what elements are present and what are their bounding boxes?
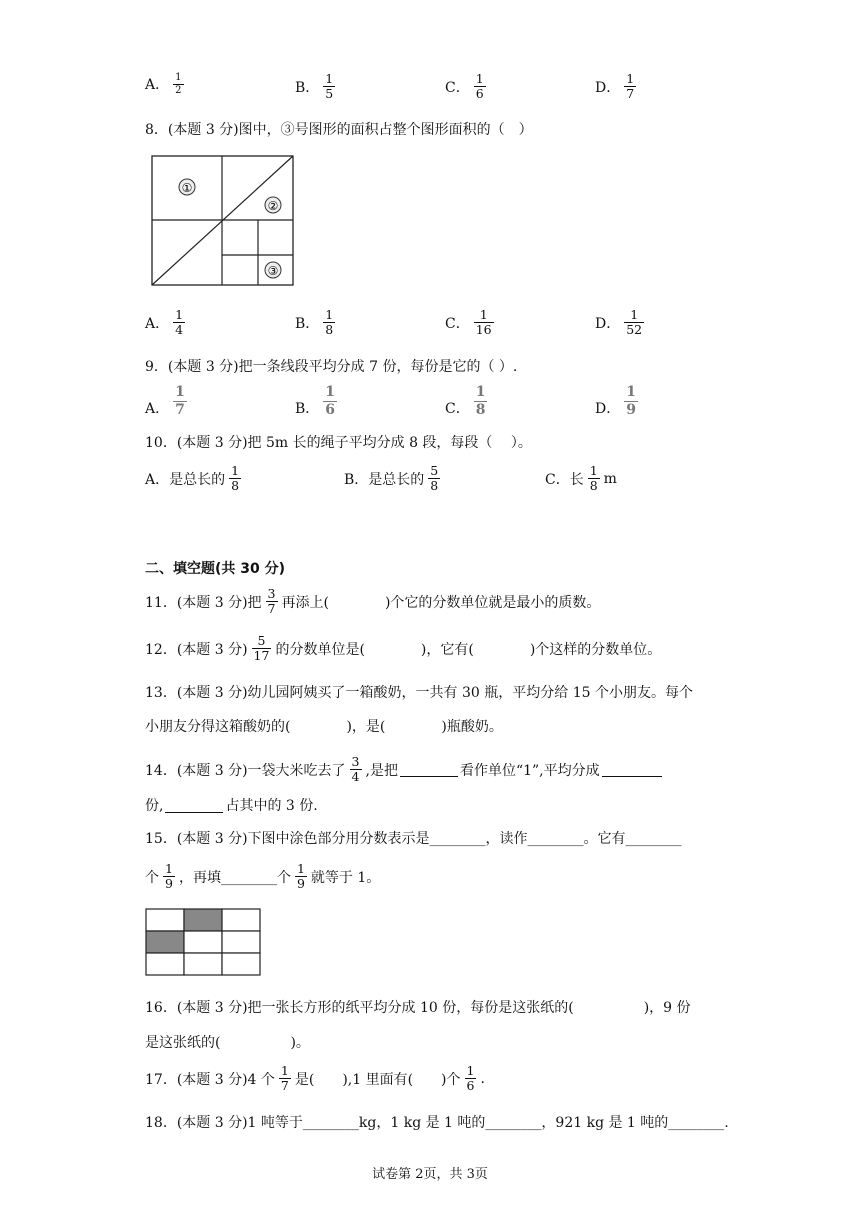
region-label-1: ①	[181, 181, 193, 195]
question-16-line1: 16．(本题 3 分)把一张长方形的纸平均分成 10 份，每份是这张纸的( )，9 份	[145, 1000, 691, 1016]
blank	[400, 762, 458, 777]
fraction: $\frac{1}{4}$	[175, 307, 184, 338]
grid-cell	[184, 931, 222, 953]
fraction: $\frac{1}{7}$	[626, 71, 635, 102]
region-label-2: ②	[267, 199, 279, 213]
question-15-line2: 个 $\frac{1}{9}$ ，再填________个 $\frac{1}{9}$ 就等于 1。	[145, 861, 381, 892]
q9-option-d: D． $\frac{1}{9}$	[595, 384, 636, 418]
grid-cell	[146, 953, 184, 975]
fraction: $\frac{1}{8}$	[475, 384, 486, 418]
grid-cell	[222, 931, 260, 953]
fraction: $\frac{1}{6}$	[475, 71, 484, 102]
shaded-cell	[146, 931, 184, 953]
q7-option-a: A． $\frac{1}{2}$	[145, 72, 182, 96]
fraction: $\frac{1}{7}$	[175, 384, 185, 418]
q10-option-c: C．长 $\frac{1}{8}$ m	[545, 463, 617, 494]
grid-cell	[146, 909, 184, 931]
fraction: $\frac{1}{8}$	[589, 463, 598, 494]
question-14-line2: 份, 占其中的 3 份.	[145, 798, 318, 814]
question-18: 18．(本题 3 分)1 吨等于________kg，1 kg 是 1 吨的________，921 kg 是 1 吨的________.	[145, 1115, 729, 1131]
q8-option-a: A． $\frac{1}{4}$	[145, 307, 184, 338]
fraction: $\frac{1}{9}$	[296, 861, 305, 892]
fraction: $\frac{1}{8}$	[231, 463, 240, 494]
question-15-line1: 15．(本题 3 分)下图中涂色部分用分数表示是________，读作________。它有________	[145, 831, 682, 847]
q8-figure	[150, 154, 296, 288]
grid-cell	[222, 909, 260, 931]
blank	[165, 798, 223, 813]
fraction: $\frac{3}{7}$	[267, 586, 276, 617]
q9-option-b: B． $\frac{1}{6}$	[295, 384, 336, 418]
fraction: $\frac{1}{16}$	[475, 307, 492, 338]
question-14-line1: 14．(本题 3 分)一袋大米吃去了 $\frac{3}{4}$ ,是把 看作单位“1”,平均分成	[145, 755, 662, 785]
question-11: 11．(本题 3 分)把 $\frac{3}{7}$ 再添上( )个它的分数单位就是最小的质数。	[145, 586, 601, 617]
shaded-cell	[184, 909, 222, 931]
q15-shaded-grid	[145, 908, 265, 978]
question-16-line2: 是这张纸的( )。	[145, 1035, 310, 1051]
question-10-text: 10．(本题 3 分)把 5m 长的绳子平均分成 8 段，每段（ ）。	[145, 435, 532, 451]
fraction: $\frac{1}{5}$	[325, 71, 334, 102]
q9-option-c: C． $\frac{1}{8}$	[445, 384, 486, 418]
fraction: $\frac{1}{8}$	[325, 307, 334, 338]
region-label-3: ③	[267, 264, 279, 278]
fraction: $\frac{1}{9}$	[165, 861, 173, 892]
q10-option-b: B．是总长的 $\frac{5}{8}$	[344, 463, 439, 494]
fraction: $\frac{1}{9}$	[626, 384, 636, 418]
fraction: $\frac{3}{4}$	[351, 754, 360, 785]
grid-cell	[184, 953, 222, 975]
fraction: $\frac{1}{6}$	[325, 384, 336, 418]
question-13-line1: 13．(本题 3 分)幼儿园阿姨买了一箱酸奶，一共有 30 瓶，平均分给 15 个小朋友。每个	[145, 685, 693, 701]
blank	[602, 762, 662, 777]
q8-option-c: C． $\frac{1}{16}$	[445, 307, 492, 338]
fraction: $\frac{5}{8}$	[430, 463, 439, 494]
question-12: 12．(本题 3 分) $\frac{5}{17}$ 的分数单位是( )，它有( )个这样的分数单位。	[145, 633, 662, 664]
q7-option-b: B． $\frac{1}{5}$	[295, 71, 334, 102]
q9-option-a: A． $\frac{1}{7}$	[145, 384, 185, 418]
q7-option-d: D． $\frac{1}{7}$	[595, 71, 635, 102]
q7-option-c: C． $\frac{1}{6}$	[445, 71, 484, 102]
question-9-text: 9．(本题 3 分)把一条线段平均分成 7 份，每份是它的（ ）.	[145, 359, 518, 375]
fraction: $\frac{1}{7}$	[280, 1063, 289, 1094]
fraction: $\frac{1}{6}$	[466, 1063, 475, 1094]
question-8-text: 8．(本题 3 分)图中，③号图形的面积占整个图形面积的（ ）	[145, 122, 533, 138]
page-footer: 试卷第 2页，共 3页	[372, 1167, 488, 1182]
grid-cell	[222, 953, 260, 975]
section-heading: 二、填空题(共 30 分)	[145, 561, 286, 577]
fraction: $\frac{5}{17}$	[253, 633, 270, 664]
q10-option-a: A．是总长的 $\frac{1}{8}$	[145, 463, 240, 494]
fraction: $\frac{1}{52}$	[626, 307, 643, 338]
q8-option-d: D． $\frac{1}{52}$	[595, 307, 643, 338]
q8-option-b: B． $\frac{1}{8}$	[295, 307, 334, 338]
question-17: 17．(本题 3 分)4 个 $\frac{1}{7}$ 是( ),1 里面有( )个 $\frac{1}{6}$ .	[145, 1063, 485, 1094]
question-13-line2: 小朋友分得这箱酸奶的( )，是( )瓶酸奶。	[145, 719, 503, 735]
fraction: $\frac{1}{2}$	[175, 72, 182, 96]
